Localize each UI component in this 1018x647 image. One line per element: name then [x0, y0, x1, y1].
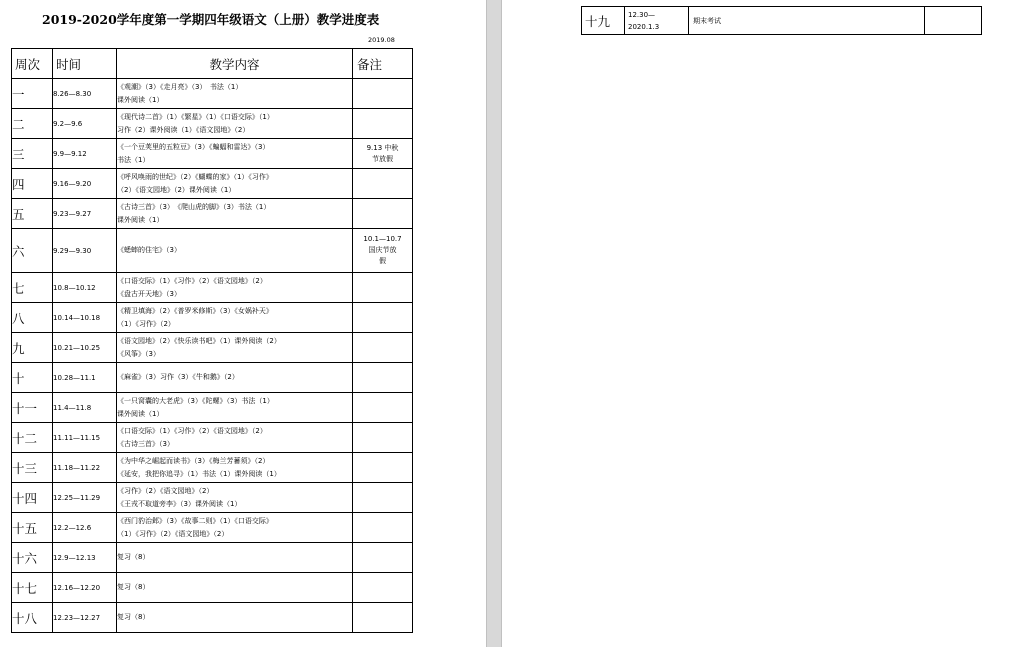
table-row	[12, 393, 413, 423]
content-cell	[117, 169, 353, 199]
content-line: 《一只窝囊的大老虎》（3）《陀螺》（3）书法（1）	[117, 397, 274, 405]
document-date: 2019.08	[368, 36, 395, 44]
note-cell	[353, 139, 413, 169]
week-cell: 九	[12, 333, 53, 363]
note-line: 9.13 中秋	[366, 143, 399, 152]
content-line: 《风筝》（3）	[117, 349, 160, 358]
content-cell	[117, 229, 353, 273]
content-line: 习作（2）课外阅读（1）《语文园地》（2）	[117, 125, 250, 134]
header-content: 教学内容	[117, 49, 353, 79]
note-line: 假	[379, 257, 386, 265]
note-cell	[353, 273, 413, 303]
content-cell	[117, 303, 353, 333]
note-cell	[353, 453, 413, 483]
table-row	[12, 199, 413, 229]
table-row	[12, 453, 413, 483]
week-cell: 十六	[12, 543, 53, 573]
week-cell: 七	[12, 273, 53, 303]
content-cell	[117, 333, 353, 363]
time-cell: 12.25—11.29	[53, 483, 117, 513]
content-line: 《麻雀》（3）习作（3）《牛和鹅》（2）	[117, 373, 239, 382]
content-cell	[117, 573, 353, 603]
note-cell	[353, 603, 413, 633]
note-cell	[353, 199, 413, 229]
content-line: 课外阅读（1）	[117, 215, 164, 224]
week-cell: 十七	[12, 573, 53, 603]
content-line: 《王戎不取道旁李》（3）课外阅读（1）	[117, 499, 242, 508]
content-line: 《语文园地》（2）《快乐读书吧》（1）课外阅读（2）	[117, 337, 281, 345]
table-row	[12, 229, 413, 273]
content-cell	[117, 363, 353, 393]
content-line: 《口语交际》（1）《习作》（2）《语文园地》（2）	[117, 277, 267, 285]
content-line: 书法（1）	[117, 155, 150, 164]
header-time: 时间	[53, 49, 117, 79]
table-row	[12, 79, 413, 109]
week-cell: 八	[12, 303, 53, 333]
content-cell	[117, 393, 353, 423]
note-cell	[353, 393, 413, 423]
time-line: 2020.1.3	[628, 22, 660, 31]
week-cell: 十三	[12, 453, 53, 483]
time-cell: 9.9—9.12	[53, 139, 117, 169]
header-week: 周次	[12, 49, 53, 79]
content-cell	[117, 79, 353, 109]
table-body	[12, 79, 413, 633]
time-cell: 9.29—9.30	[53, 229, 117, 273]
note-line: 节放假	[372, 154, 393, 163]
content-cell	[117, 513, 353, 543]
time-cell: 12.16—12.20	[53, 573, 117, 603]
table-row	[12, 423, 413, 453]
table-row	[582, 7, 982, 35]
table-row	[12, 273, 413, 303]
content-cell: 期末考试	[689, 7, 925, 35]
note-cell	[353, 303, 413, 333]
week-cell: 十	[12, 363, 53, 393]
time-cell: 11.11—11.15	[53, 423, 117, 453]
week-cell: 四	[12, 169, 53, 199]
note-cell	[353, 109, 413, 139]
content-line: 《盘古开天地》（3）	[117, 289, 181, 298]
content-line: 课外阅读（1）	[117, 95, 164, 104]
time-cell: 11.4—11.8	[53, 393, 117, 423]
note-line: 10.1—10.7	[363, 235, 402, 243]
content-line: （2）《语文园地》（2）课外阅读（1）	[117, 185, 236, 194]
content-cell	[117, 543, 353, 573]
content-line: 《习作》（2）《语文园地》（2）	[117, 487, 214, 495]
table-header-row	[12, 49, 413, 79]
content-cell	[117, 109, 353, 139]
time-cell: 10.14—10.18	[53, 303, 117, 333]
document-title: 2019-2020学年度第一学期四年级语文（上册）教学进度表	[42, 12, 380, 27]
note-cell	[353, 169, 413, 199]
time-cell: 12.9—12.13	[53, 543, 117, 573]
time-cell: 11.18—11.22	[53, 453, 117, 483]
note-cell	[353, 543, 413, 573]
time-cell: 9.2—9.6	[53, 109, 117, 139]
time-cell: 12.23—12.27	[53, 603, 117, 633]
time-cell: 9.16—9.20	[53, 169, 117, 199]
content-line: 复习（8）	[117, 553, 150, 562]
table-row	[12, 483, 413, 513]
content-line: 《精卫填海》（2）《普罗米修斯》（3）《女娲补天》	[117, 307, 273, 315]
time-cell: 10.28—11.1	[53, 363, 117, 393]
content-line: 《蟋蟀的住宅》（3）	[117, 246, 181, 255]
table-row	[12, 543, 413, 573]
time-cell: 10.21—10.25	[53, 333, 117, 363]
time-cell	[625, 7, 689, 35]
content-line: 《现代诗二首》（1）《繁星》（1）《口语交际》（1）	[117, 113, 274, 121]
note-cell	[925, 7, 982, 35]
content-line: （1）《习作》（2）	[117, 319, 175, 328]
content-line: 《延安，我把你追寻》（1）书法（1）课外阅读（1）	[117, 469, 281, 478]
week-cell: 五	[12, 199, 53, 229]
content-line: 《古诗三首》（3）	[117, 439, 174, 448]
table-row	[12, 573, 413, 603]
content-cell	[117, 603, 353, 633]
content-line: 复习（8）	[117, 613, 150, 622]
note-cell	[353, 573, 413, 603]
table-row	[12, 363, 413, 393]
content-line: 复习（8）	[117, 583, 150, 592]
content-line: 《古诗三首》（3） 《爬山虎的脚》（3）书法（1）	[117, 203, 271, 211]
time-line: 12.30—	[628, 10, 656, 19]
week-cell: 十五	[12, 513, 53, 543]
week-cell: 十四	[12, 483, 53, 513]
content-cell	[117, 273, 353, 303]
content-line: 《为中华之崛起而读书》（3）《梅兰芳蓄须》（2）	[117, 457, 270, 465]
content-line: 《西门豹治邺》（3）《故事二则》（1）《口语交际》	[117, 517, 273, 525]
week-cell: 三	[12, 139, 53, 169]
note-cell	[353, 423, 413, 453]
content-cell	[117, 139, 353, 169]
content-cell	[117, 483, 353, 513]
table-row	[12, 303, 413, 333]
time-cell: 12.2—12.6	[53, 513, 117, 543]
document-page-left	[0, 0, 486, 647]
page-gutter	[486, 0, 502, 647]
note-cell	[353, 363, 413, 393]
week-cell: 十八	[12, 603, 53, 633]
content-line: 《观潮》（3）《走月亮》（3） 书法（1）	[117, 83, 243, 91]
time-cell: 9.23—9.27	[53, 199, 117, 229]
continuation-table	[581, 6, 982, 35]
schedule-table	[11, 48, 413, 633]
content-cell	[117, 199, 353, 229]
note-cell	[353, 513, 413, 543]
time-cell: 8.26—8.30	[53, 79, 117, 109]
content-line: （1）《习作》（2）《语文园地》（2）	[117, 529, 229, 538]
note-cell	[353, 79, 413, 109]
content-cell	[117, 423, 353, 453]
content-line: 《一个豆荚里的五粒豆》（3）《蝙蝠和雷达》（3）	[117, 143, 270, 151]
week-cell: 十九	[582, 7, 625, 35]
week-cell: 六	[12, 229, 53, 273]
table-row	[12, 333, 413, 363]
table-row	[12, 109, 413, 139]
content-line: 《口语交际》（1）《习作》（2）《语文园地》（2）	[117, 427, 267, 435]
content-line: 《呼风唤雨的世纪》（2）《蝴蝶的家》（1）《习作》	[117, 173, 273, 181]
table-row	[12, 169, 413, 199]
table-row	[12, 513, 413, 543]
time-cell: 10.8—10.12	[53, 273, 117, 303]
document-page-right	[502, 0, 1018, 647]
note-cell	[353, 229, 413, 273]
week-cell: 二	[12, 109, 53, 139]
week-cell: 十二	[12, 423, 53, 453]
week-cell: 一	[12, 79, 53, 109]
content-cell	[117, 453, 353, 483]
table-row	[12, 139, 413, 169]
table-row	[12, 603, 413, 633]
week-cell: 十一	[12, 393, 53, 423]
header-note: 备注	[353, 49, 413, 79]
note-cell	[353, 333, 413, 363]
note-line: 国庆节放	[368, 246, 397, 254]
content-line: 课外阅读（1）	[117, 409, 164, 418]
note-cell	[353, 483, 413, 513]
